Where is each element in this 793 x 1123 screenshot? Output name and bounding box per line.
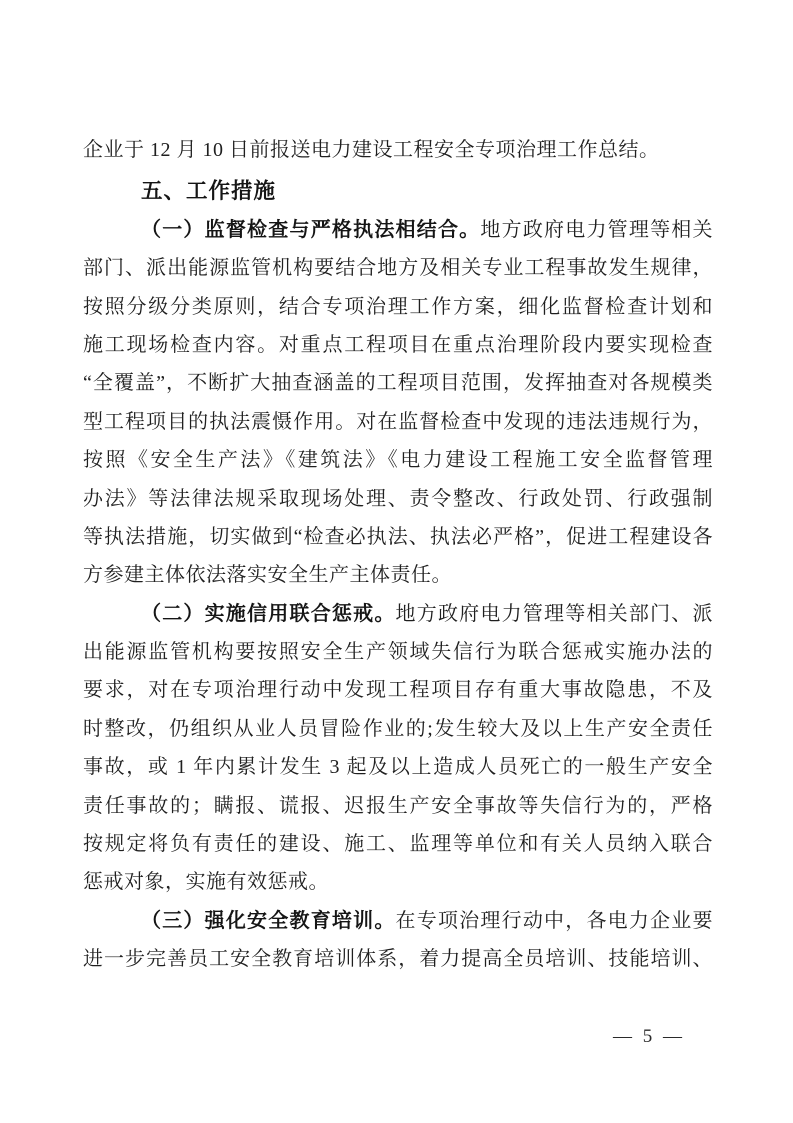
line-text: 事故，或 1 年内累计发生 3 起及以上造成人员死亡的一般生产安全 <box>83 756 713 779</box>
text-line <box>83 595 713 633</box>
text-line <box>83 902 713 940</box>
section-heading-text: 五、工作措施 <box>141 179 277 204</box>
line-text: 型工程项目的执法震慑作用。对在监督检查中发现的违法违规行为， <box>83 410 713 433</box>
text-line <box>83 710 713 748</box>
text-line <box>83 441 713 479</box>
text-line <box>83 131 713 169</box>
line-text: 施工现场检查内容。对重点工程项目在重点治理阶段内要实现检查 <box>83 333 713 356</box>
line-text: 责任事故的；瞒报、谎报、迟报生产安全事故等失信行为的，严格 <box>83 794 713 817</box>
text-line <box>83 671 713 709</box>
section-heading <box>83 172 713 210</box>
line-text: 时整改，仍组织从业人员冒险作业的;发生较大及以上生产安全责任 <box>83 717 713 740</box>
line-text: 出能源监管机构要按照安全生产领域失信行为联合惩戒实施办法的 <box>83 641 713 664</box>
line-text: 按照《安全生产法》《建筑法》《电力建设工程施工安全监督管理 <box>83 449 713 472</box>
text-line <box>83 211 713 249</box>
text-line <box>83 249 713 287</box>
line-text: 惩戒对象，实施有效惩戒。 <box>83 871 329 894</box>
line-text: 地方政府电力管理等相关 <box>480 218 713 241</box>
line-text: 等执法措施，切实做到“检查必执法、执法必严格”，促进工程建设各 <box>83 525 713 548</box>
line-text: “全覆盖”，不断扩大抽查涵盖的工程项目范围，发挥抽查对各规模类 <box>83 372 713 395</box>
clause-lead: （一）监督检查与严格执法相结合。 <box>141 218 481 241</box>
text-line <box>83 518 713 556</box>
text-line <box>83 403 713 441</box>
clause-lead: （三）强化安全教育培训。 <box>141 909 396 932</box>
line-text: 进一步完善员工安全教育培训体系，着力提高全员培训、技能培训、 <box>83 948 713 971</box>
line-text: 企业于 12 月 10 日前报送电力建设工程安全专项治理工作总结。 <box>83 139 660 161</box>
text-line <box>83 556 713 594</box>
text-line <box>83 326 713 364</box>
page-number: — 5 — <box>613 1026 685 1047</box>
text-line <box>83 633 713 671</box>
line-text: 方参建主体依法落实安全生产主体责任。 <box>83 564 452 587</box>
line-text: 办法》等法律法规采取现场处理、责令整改、行政处罚、行政强制 <box>83 487 713 510</box>
text-line <box>83 825 713 863</box>
line-text: 在专项治理行动中，各电力企业要 <box>395 909 713 932</box>
text-line <box>83 863 713 901</box>
line-text: 按照分级分类原则，结合专项治理工作方案，细化监督检查计划和 <box>83 295 713 318</box>
text-line <box>83 364 713 402</box>
document-body <box>83 131 713 979</box>
text-line <box>83 940 713 978</box>
text-line <box>83 787 713 825</box>
line-text: 部门、派出能源监管机构要结合地方及相关专业工程事故发生规律， <box>83 257 713 280</box>
line-text: 要求，对在专项治理行动中发现工程项目存有重大事故隐患，不及 <box>83 679 713 702</box>
text-line <box>83 480 713 518</box>
line-text: 按规定将负有责任的建设、施工、监理等单位和有关人员纳入联合 <box>83 833 713 856</box>
text-line <box>83 288 713 326</box>
line-text: 地方政府电力管理等相关部门、派 <box>395 602 713 625</box>
text-line <box>83 748 713 786</box>
clause-lead: （二）实施信用联合惩戒。 <box>141 602 396 625</box>
